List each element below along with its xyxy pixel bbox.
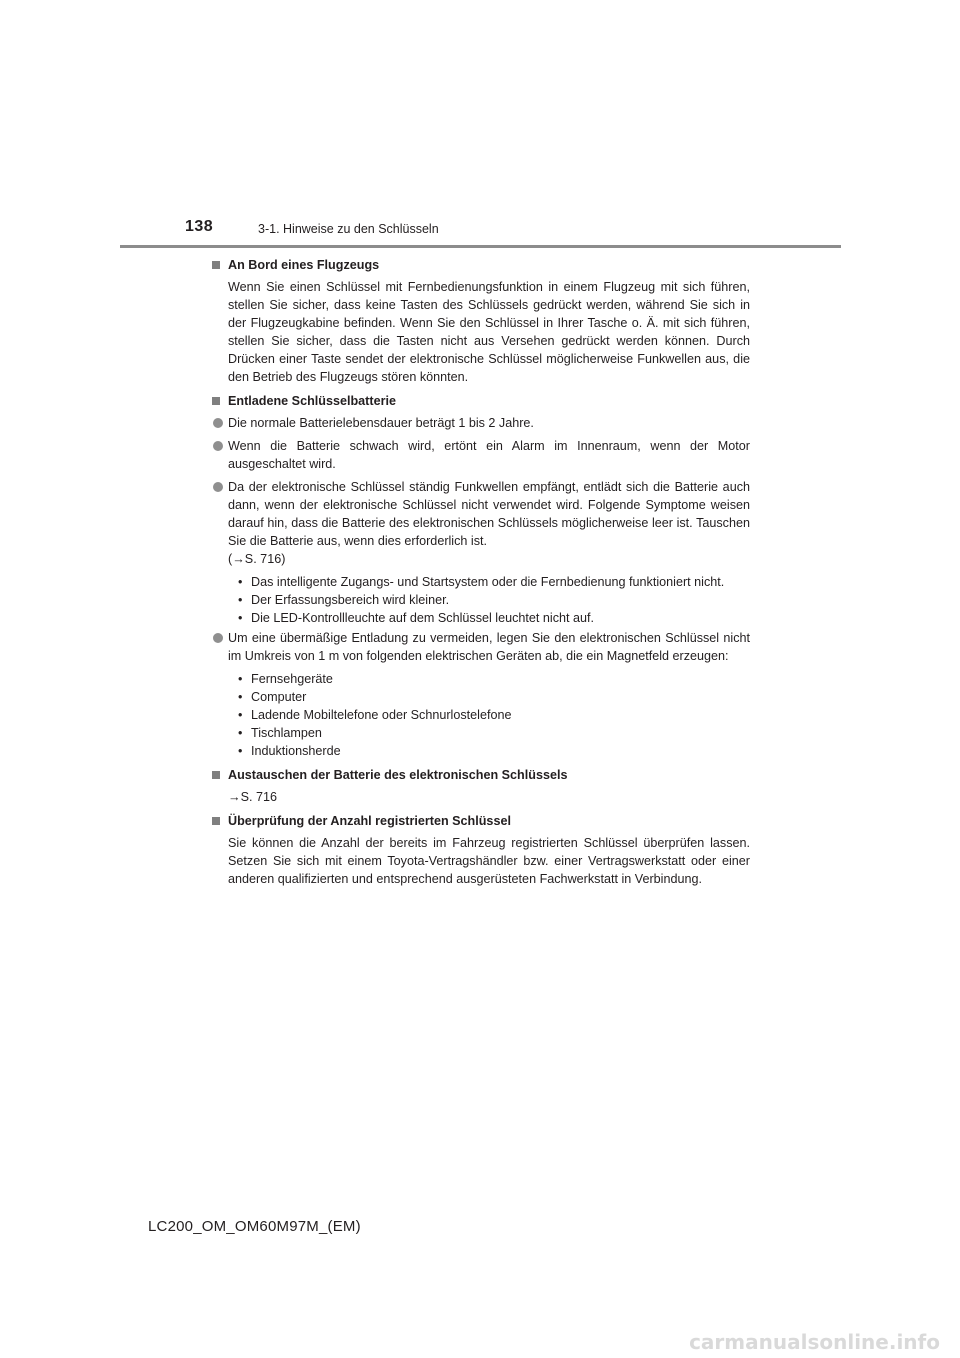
circle-bullet-icon [213,418,223,428]
square-bullet-icon [212,771,220,779]
symptom-list [238,573,750,627]
square-bullet-icon [212,817,220,825]
section-heading [210,766,750,784]
chapter-title: 3-1. Hinweise zu den Schlüsseln [258,222,439,236]
section-flugzeug [210,256,750,386]
page-content [210,256,750,894]
circle-bullet-icon [213,633,223,643]
header-rule [120,245,841,248]
section-austauschen [210,766,750,806]
section-heading [210,256,750,274]
section-heading-text: Überprüfung der Anzahl registrierten Schlüssel [228,814,511,828]
circle-bullet-icon [213,441,223,451]
page-reference: (→S. 716) [228,552,286,566]
symptom-item: • Die LED-Kontrollleuchte auf dem Schlüssel leuchtet nicht auf. [238,609,750,627]
list-item-text: Um eine übermäßige Entladung zu vermeiden, legen Sie den elektronischen Schlüssel nicht im Umkreis von 1 m von folgenden elektrischen Geräten ab, die ein Magnetfeld erzeugen: [228,631,750,663]
section-heading-text: Austauschen der Batterie des elektronischen Schlüssels [228,768,568,782]
paragraph: Wenn Sie einen Schlüssel mit Fernbedienungsfunktion in einem Flugzeug mit sich führen, stellen Sie sicher, dass keine Tasten des Schlüssels gedrückt werden, während Sie sich in der Flugzeugkabine befinden. Wenn Sie den Schlüssel in Ihrer Tasche o. Ä. mit sich führen, stellen Sie sicher, dass die Tasten nicht aus Versehen gedrückt werden können. Durch Drücken einer Taste sendet der elektronische Schlüssel möglicherweise Funkwellen aus, die den Betrieb des Flugzeugs stören könnten. [228,280,750,384]
device-item: • Computer [238,688,750,706]
page-reference: →S. 716 [228,790,278,804]
watermark: carmanualsonline.info [689,1330,940,1354]
list-item-text: Da der elektronische Schlüssel ständig Funkwellen empfängt, entlädt sich die Batterie auch dann, wenn der elektronische Schlüssel nicht verwendet wird. Folgende Symptome weisen darauf hin, dass die Batterie des elektronischen Schlüssels möglicherweise leer ist. Tauschen Sie die Batterie aus, wenn dies erforderlich ist. [228,480,750,548]
list-item-text: Wenn die Batterie schwach wird, ertönt ein Alarm im Innenraum, wenn der Motor ausgeschaltet wird. [228,439,750,471]
list-item [210,478,750,568]
section-anzahl [210,812,750,888]
paragraph: Sie können die Anzahl der bereits im Fahrzeug registrierten Schlüssel überprüfen lassen. Setzen Sie sich mit einem Toyota-Vertragshändler bzw. einer Vertragswerkstatt oder einer anderen qualifizierten und entsprechend ausgerüsteten Fachwerkstatt in Verbindung. [228,836,750,886]
list-item [210,437,750,473]
section-batterie [210,392,750,760]
device-item: • Ladende Mobiltelefone oder Schnurlostelefone [238,706,750,724]
device-item: • Induktionsherde [238,742,750,760]
page-number: 138 [185,218,214,235]
circle-bullet-icon [213,482,223,492]
manual-code: LC200_OM_OM60M97M_(EM) [148,1218,361,1235]
list-item [210,414,750,432]
device-item: • Fernsehgeräte [238,670,750,688]
section-heading [210,392,750,410]
device-list [238,670,750,760]
list-item-text: Die normale Batterielebensdauer beträgt 1 bis 2 Jahre. [228,416,534,430]
section-heading [210,812,750,830]
square-bullet-icon [212,261,220,269]
square-bullet-icon [212,397,220,405]
symptom-item: • Der Erfassungsbereich wird kleiner. [238,591,750,609]
device-item: • Tischlampen [238,724,750,742]
section-heading-text: An Bord eines Flugzeugs [228,258,380,272]
list-item [210,629,750,665]
symptom-item: • Das intelligente Zugangs- und Startsystem oder die Fernbedienung funktioniert nicht. [238,573,750,591]
section-heading-text: Entladene Schlüsselbatterie [228,394,396,408]
